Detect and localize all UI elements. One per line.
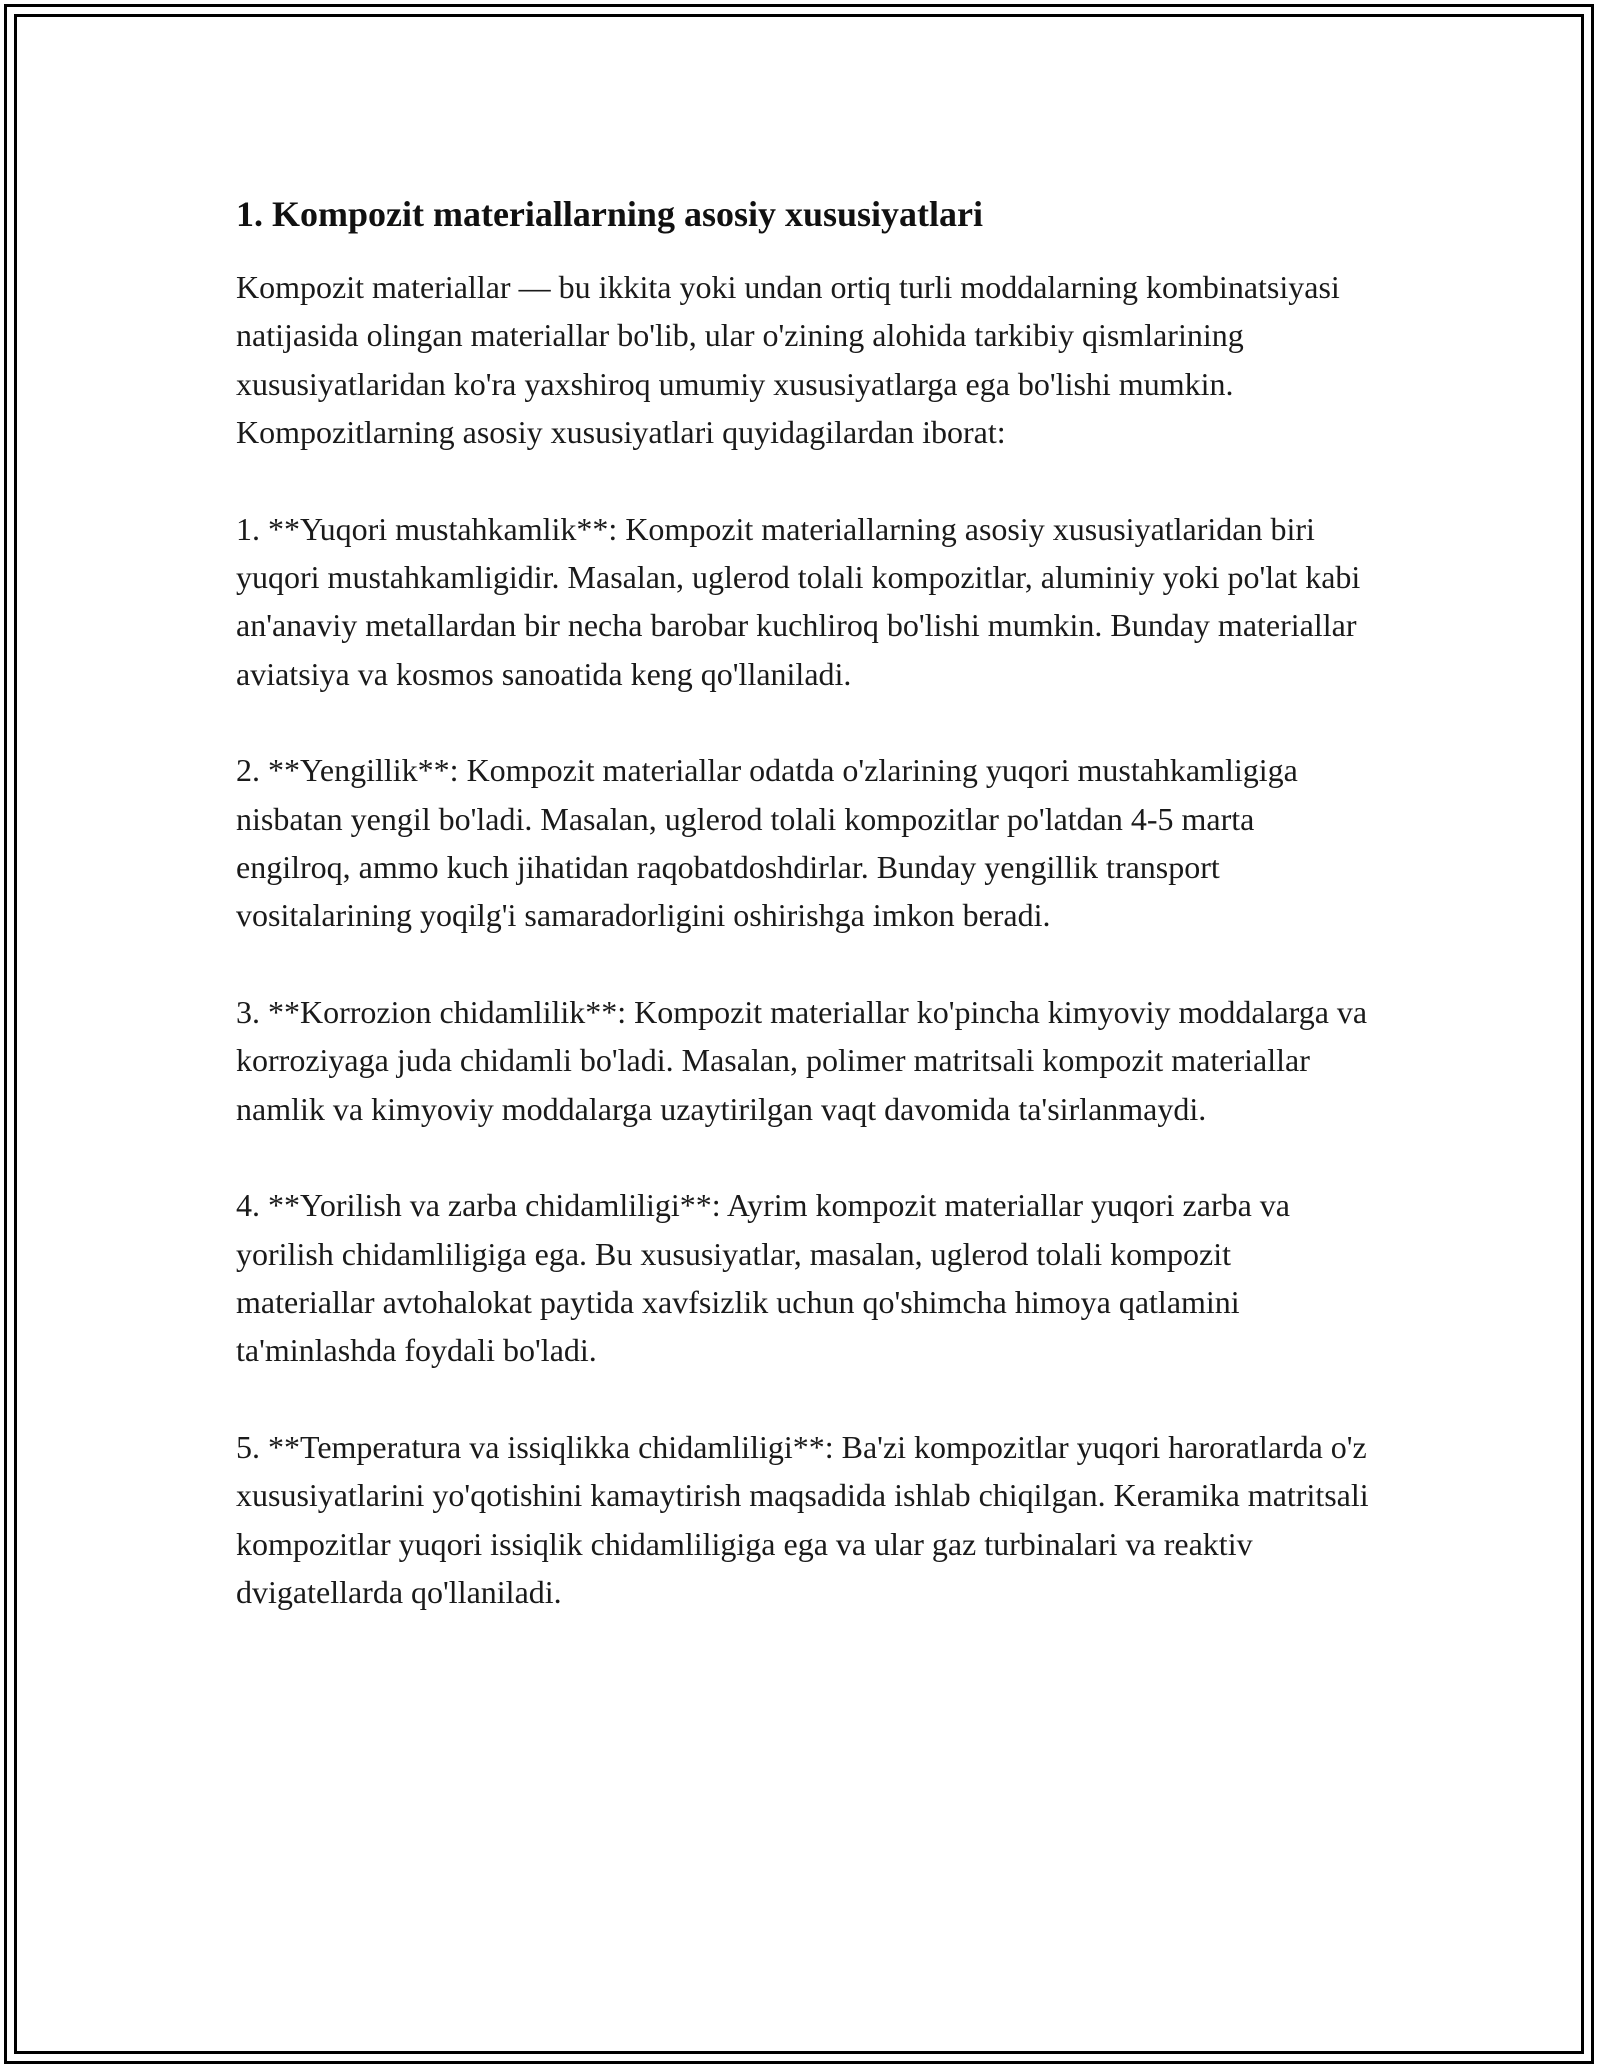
intro-paragraph: Kompozit materiallar — bu ikkita yoki undan ortiq turli moddalarning kombinatsiyasi natijasida olingan materiallar bo'lib, ular o'zining alohida tarkibiy qismlarining xususiyatlaridan ko'ra yaxshiroq umumiy xususiyatlarga ega bo'lishi mumkin. Kompozitlarning asosiy xususiyatlari quyidagilardan iborat: <box>236 269 1340 451</box>
property-paragraph-temperature: 5. **Temperatura va issiqlikka chidamliligi**: Ba'zi kompozitlar yuqori haroratlarda o'z xususiyatlarini yo'qotishini kamaytirish maqsadida ishlab chiqilgan. Keramika matritsali kompozitlar yuqori issiqlik chidamliligiga ega va ular gaz turbinalari va reaktiv dvigatellarda qo'llaniladi. <box>236 1428 1369 1610</box>
property-paragraph-strength: 1. **Yuqori mustahkamlik**: Kompozit materiallarning asosiy xususiyatlaridan biri yuqori mustahkamligidir. Masalan, uglerod tolali kompozitlar, aluminiy yoki po'lat kabi an'anaviy metallardan bir necha barobar kuchliroq bo'lishi mumkin. Bunday materiallar aviatsiya va kosmos sanoatida keng qo'llaniladi. <box>236 510 1361 692</box>
section-heading: 1. Kompozit materiallarning asosiy xususiyatlari <box>236 194 983 234</box>
property-paragraph-impact: 4. **Yorilish va zarba chidamliligi**: Ayrim kompozit materiallar yuqori zarba va yorilish chidamliligiga ega. Bu xususiyatlar, masalan, uglerod tolali kompozit materiallar avtohalokat paytida xavfsizlik uchun qo'shimcha himoya qatlamini ta'minlashda foydali bo'ladi. <box>236 1187 1290 1369</box>
property-paragraph-corrosion: 3. **Korrozion chidamlilik**: Kompozit materiallar ko'pincha kimyoviy moddalarga va korroziyaga juda chidamli bo'ladi. Masalan, polimer matritsali kompozit materiallar namlik va kimyoviy moddalarga uzaytirilgan vaqt davomida ta'sirlanmaydi. <box>236 993 1368 1127</box>
property-paragraph-lightness: 2. **Yengillik**: Kompozit materiallar odatda o'zlarining yuqori mustahkamligiga nisbatan yengil bo'ladi. Masalan, uglerod tolali kompozitlar po'latdan 4-5 marta engilroq, ammo kuch jihatidan raqobatdoshdirlar. Bunday yengillik transport vositalarining yoqilg'i samaradorligini oshirishga imkon beradi. <box>236 752 1298 934</box>
document-body <box>236 185 1376 1664</box>
